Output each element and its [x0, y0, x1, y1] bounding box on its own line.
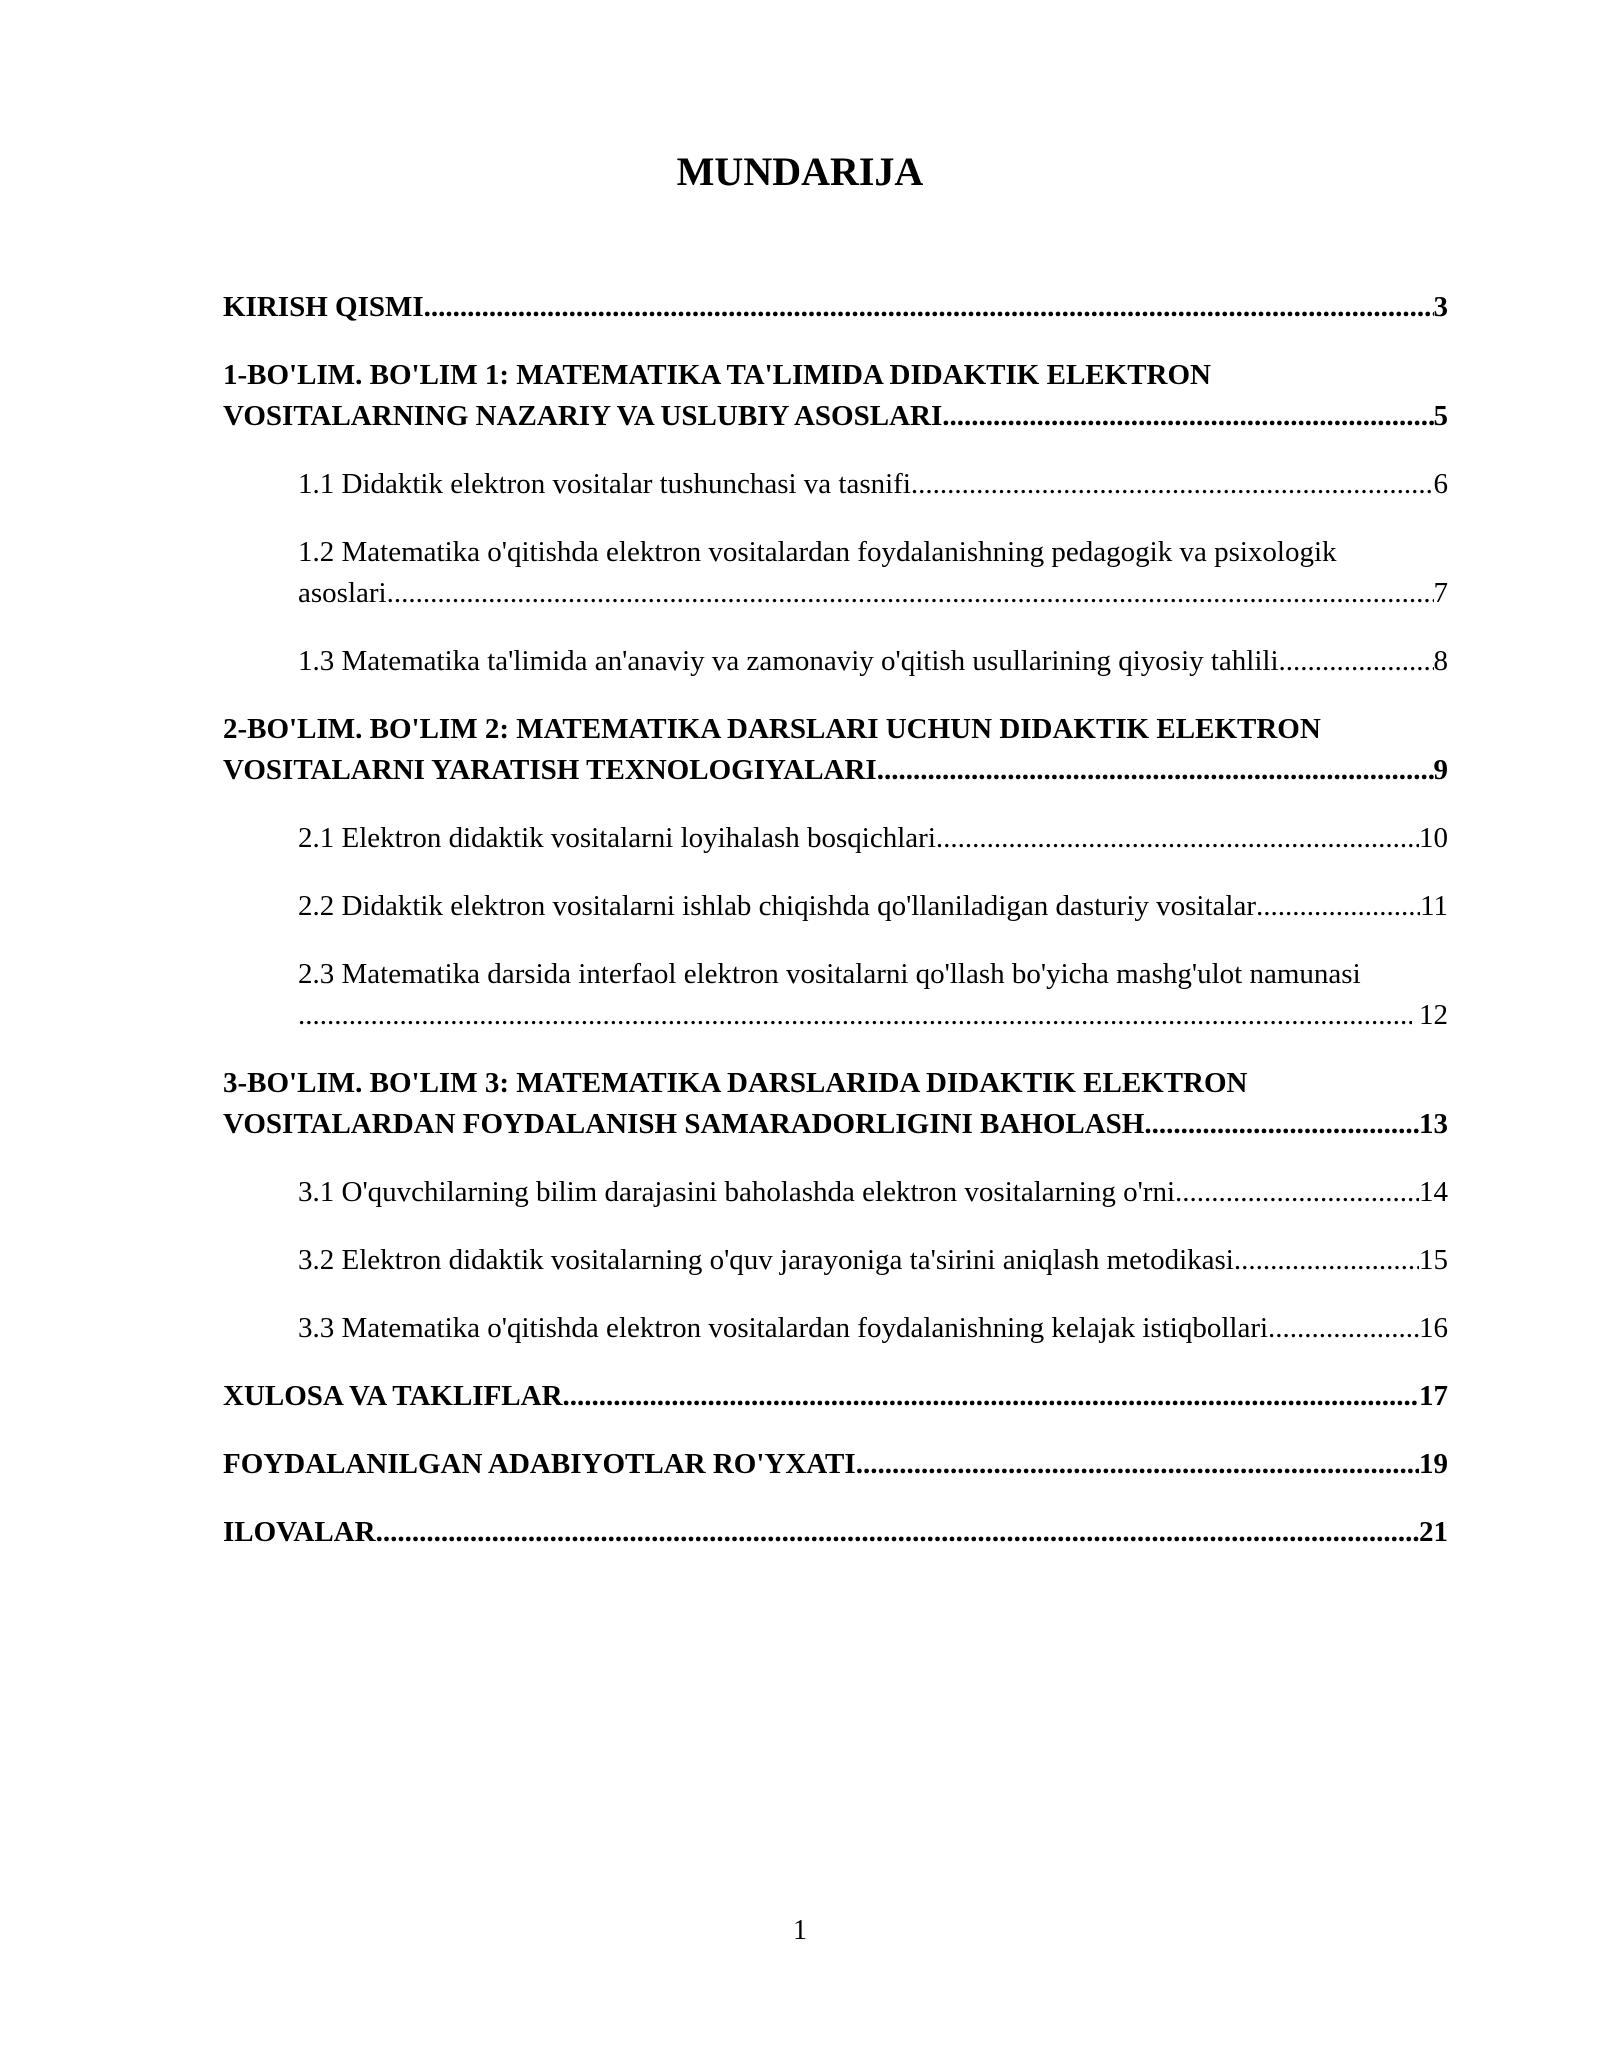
toc-page-number: 5 — [1433, 400, 1448, 432]
dot-leader — [424, 287, 1434, 328]
toc-entry-row — [298, 1172, 1448, 1213]
toc-section-entry[interactable] — [223, 464, 1448, 505]
toc-chapter-entry[interactable] — [223, 1376, 1448, 1417]
dot-leader — [376, 1512, 1419, 1553]
toc-entry-row — [298, 1240, 1448, 1281]
toc-chapter-entry[interactable] — [223, 1063, 1448, 1145]
toc-entry-row — [223, 1376, 1448, 1417]
toc-section-entry[interactable] — [223, 1240, 1448, 1281]
toc-page-number: 12 — [1411, 999, 1448, 1031]
dot-leader — [1234, 1240, 1419, 1281]
dot-leader — [298, 995, 1412, 1036]
dot-leader — [1268, 1308, 1419, 1349]
toc-entry-title: 1.1 Didaktik elektron vositalar tushunchasi va tasnifi — [298, 468, 911, 500]
toc-chapter-entry[interactable] — [223, 1444, 1448, 1485]
dot-leader — [936, 818, 1419, 859]
dot-leader — [1256, 886, 1420, 927]
toc-entry-line: 2.3 Matematika darsida interfaol elektron vositalarni qo'llash bo'yicha mashg'ulot namunasi — [298, 958, 1361, 990]
toc-page-number: 6 — [1433, 468, 1448, 500]
toc-entry-row — [298, 886, 1448, 927]
toc-entry-title: KIRISH QISMI — [223, 291, 424, 323]
toc-section-entry[interactable] — [223, 1172, 1448, 1213]
toc-entry-title: 3.2 Elektron didaktik vositalarning o'quv jarayoniga ta'sirini aniqlash metodikasi — [298, 1244, 1234, 1276]
toc-entry-title: VOSITALARNING NAZARIY VA USLUBIY ASOSLARI — [223, 400, 943, 432]
toc-page-number: 11 — [1420, 890, 1448, 922]
toc-chapter-entry[interactable] — [223, 287, 1448, 328]
toc-entry-row — [298, 641, 1448, 682]
toc-entry-row — [223, 1104, 1448, 1145]
toc-entry-line: 3-BO'LIM. BO'LIM 3: MATEMATIKA DARSLARIDA DIDAKTIK ELEKTRON — [223, 1067, 1248, 1099]
toc-section-entry[interactable] — [223, 886, 1448, 927]
toc-page-number: 10 — [1419, 822, 1448, 854]
dot-leader — [563, 1376, 1419, 1417]
toc-page-number: 17 — [1419, 1380, 1448, 1412]
toc-section-entry[interactable] — [223, 954, 1448, 1036]
toc-entry-row — [223, 396, 1448, 437]
toc-entry-line: 2-BO'LIM. BO'LIM 2: MATEMATIKA DARSLARI UCHUN DIDAKTIK ELEKTRON — [223, 713, 1321, 745]
dot-leader — [856, 1444, 1419, 1485]
toc-entry-title: 2.2 Didaktik elektron vositalarni ishlab chiqishda qo'llaniladigan dasturiy vositalar — [298, 890, 1256, 922]
toc-entry-title: FOYDALANILGAN ADABIYOTLAR RO'YXATI — [223, 1448, 856, 1480]
toc-page-number: 9 — [1433, 754, 1448, 786]
toc-entry-title: 3.1 O'quvchilarning bilim darajasini baholashda elektron vositalarning o'rni — [298, 1176, 1176, 1208]
dot-leader — [911, 464, 1434, 505]
toc-page-number: 16 — [1419, 1312, 1448, 1344]
toc-chapter-entry[interactable] — [223, 1512, 1448, 1553]
toc-entry-row — [298, 573, 1448, 614]
toc-entry-title: VOSITALARNI YARATISH TEXNOLOGIYALARI — [223, 754, 877, 786]
toc-entry-title: 1.3 Matematika ta'limida an'anaviy va zamonaviy o'qitish usullarining qiyosiy tahlili — [298, 645, 1279, 677]
toc-entry-row — [223, 1444, 1448, 1485]
toc-entry-row — [298, 464, 1448, 505]
toc-entry-title: 3.3 Matematika o'qitishda elektron vositalardan foydalanishning kelajak istiqbollari — [298, 1312, 1269, 1344]
toc-entry-title: 2.1 Elektron didaktik vositalarni loyihalash bosqichlari — [298, 822, 936, 854]
toc-page-number: 13 — [1419, 1108, 1448, 1140]
toc-page-number: 7 — [1433, 577, 1448, 609]
toc-entry-title: VOSITALARDAN FOYDALANISH SAMARADORLIGINI BAHOLASH — [223, 1108, 1145, 1140]
toc-entry-title: ILOVALAR — [223, 1516, 376, 1548]
dot-leader — [877, 750, 1434, 791]
toc-entry-title: asoslari — [298, 577, 387, 609]
toc-entry-row — [223, 287, 1448, 328]
table-of-contents — [223, 287, 1448, 1580]
dot-leader — [1279, 641, 1434, 682]
dot-leader — [1175, 1172, 1419, 1213]
toc-entry-row — [298, 995, 1448, 1036]
toc-page-number: 15 — [1419, 1244, 1448, 1276]
dot-leader — [1144, 1104, 1419, 1145]
toc-entry-row — [223, 750, 1448, 791]
toc-entry-row — [298, 818, 1448, 859]
page-number: 1 — [793, 1915, 807, 1946]
toc-entry-line: 1-BO'LIM. BO'LIM 1: MATEMATIKA TA'LIMIDA DIDAKTIK ELEKTRON — [223, 359, 1211, 391]
toc-page-number: 3 — [1433, 291, 1448, 323]
toc-chapter-entry[interactable] — [223, 355, 1448, 437]
toc-entry-row — [223, 1512, 1448, 1553]
toc-entry-title: XULOSA VA TAKLIFLAR — [223, 1380, 563, 1412]
dot-leader — [387, 573, 1434, 614]
dot-leader — [942, 396, 1433, 437]
toc-chapter-entry[interactable] — [223, 709, 1448, 791]
toc-page-number: 19 — [1419, 1448, 1448, 1480]
page-title: MUNDARIJA — [676, 149, 924, 194]
toc-entry-row — [298, 1308, 1448, 1349]
toc-section-entry[interactable] — [223, 641, 1448, 682]
toc-entry-line: 1.2 Matematika o'qitishda elektron vositalardan foydalanishning pedagogik va psixologik — [298, 536, 1337, 568]
toc-page-number: 8 — [1433, 645, 1448, 677]
toc-section-entry[interactable] — [223, 818, 1448, 859]
toc-page-number: 14 — [1419, 1176, 1448, 1208]
toc-section-entry[interactable] — [223, 532, 1448, 614]
toc-section-entry[interactable] — [223, 1308, 1448, 1349]
toc-page-number: 21 — [1419, 1516, 1448, 1548]
